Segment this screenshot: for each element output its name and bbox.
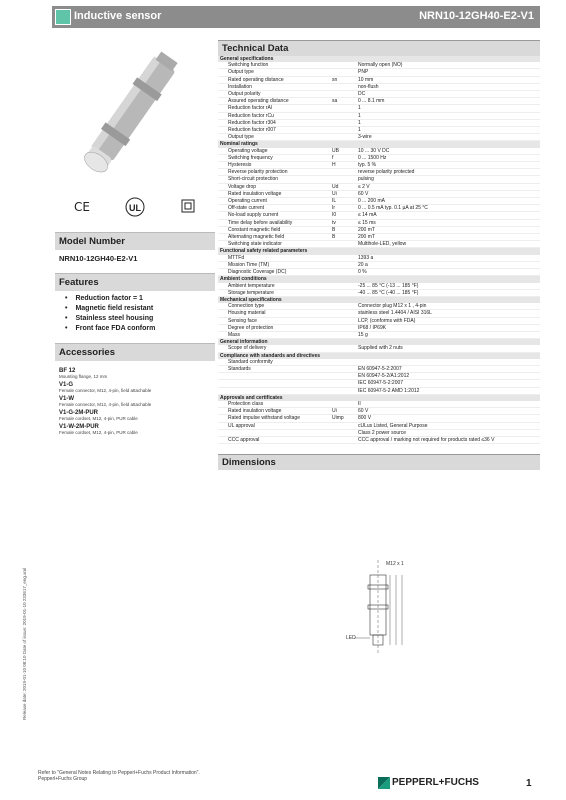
spec-label: Ambient temperature (218, 283, 330, 290)
spec-label: Rated insulation voltage (218, 190, 330, 197)
spec-value: Supplied with 2 nuts (356, 345, 540, 352)
spec-label: Hysteresis (218, 162, 330, 169)
spec-label: Standards (218, 365, 330, 372)
spec-value: 0 ... 200 mA (356, 198, 540, 205)
spec-label: Reduction factor r304 (218, 119, 330, 126)
spec-row (218, 127, 540, 134)
spec-label: Time delay before availability (218, 219, 330, 226)
spec-value: II (356, 401, 540, 408)
spec-row (218, 98, 540, 105)
spec-label: CCC approval (218, 436, 330, 443)
spec-group-heading (218, 352, 540, 359)
spec-symbol (330, 91, 356, 98)
spec-row (218, 241, 540, 248)
spec-value: CCC approval / marking not required for products rated ≤36 V (356, 436, 540, 443)
spec-symbol: Ud (330, 183, 356, 190)
spec-value: 200 mT (356, 226, 540, 233)
spec-label: Switching state indicator (218, 241, 330, 248)
spec-label: Reverse polarity protection (218, 169, 330, 176)
spec-group-title: Ambient conditions (218, 276, 540, 283)
spec-row (218, 162, 540, 169)
spec-symbol (330, 373, 356, 380)
spec-symbol: UB (330, 148, 356, 155)
spec-value: Multihole-LED, yellow (356, 241, 540, 248)
spec-row (218, 148, 540, 155)
release-date-note: Release date: 2019-01-10 08:10 Date of issue: 2019-01-10 233617_eng.xml (22, 567, 27, 720)
thread-label: M12 x 1 (386, 561, 404, 567)
spec-row (218, 359, 540, 366)
feature-item: • Reduction factor = 1 (65, 295, 215, 302)
spec-symbol: sa (330, 98, 356, 105)
spec-value: 1 (356, 105, 540, 112)
spec-label (218, 380, 330, 387)
spec-symbol (330, 429, 356, 436)
spec-group-heading (218, 296, 540, 303)
spec-symbol (330, 112, 356, 119)
ce-mark-icon: CE (74, 200, 90, 214)
spec-row (218, 283, 540, 290)
spec-symbol (330, 365, 356, 372)
spec-value: typ. 5 % (356, 162, 540, 169)
spec-row (218, 401, 540, 408)
spec-row (218, 154, 540, 161)
spec-value: ≤ 15 ms (356, 219, 540, 226)
features-list (55, 291, 215, 343)
spec-value: 60 V (356, 408, 540, 415)
spec-symbol: Uimp (330, 415, 356, 422)
spec-label (218, 387, 330, 394)
spec-label: Connection type (218, 303, 330, 310)
spec-row (218, 69, 540, 76)
spec-value: -25 ... 85 °C (-13 ... 185 °F) (356, 283, 540, 290)
class2-mark-icon (182, 200, 194, 212)
spec-label: Switching function (218, 62, 330, 69)
spec-label: Reduction factor rCu (218, 112, 330, 119)
spec-label: UL approval (218, 422, 330, 429)
spec-symbol (330, 345, 356, 352)
spec-row (218, 373, 540, 380)
spec-value: EN 60947-5-2:2007 (356, 365, 540, 372)
spec-group-heading (218, 394, 540, 401)
spec-symbol: f (330, 154, 356, 161)
footer (38, 770, 200, 782)
spec-label: Scope of delivery (218, 345, 330, 352)
technical-data-heading: Technical Data (218, 40, 540, 56)
spec-row (218, 119, 540, 126)
spec-value: 0 ... 8.1 mm (356, 98, 540, 105)
spec-row (218, 183, 540, 190)
spec-row (218, 226, 540, 233)
spec-value: 0 ... 1500 Hz (356, 154, 540, 161)
spec-label: Standard conformity (218, 359, 330, 366)
spec-value: IEC 60947-5-2 AMD 1:2012 (356, 387, 540, 394)
spec-symbol (330, 324, 356, 331)
spec-row (218, 429, 540, 436)
model-number-value: NRN10-12GH40-E2-V1 (59, 254, 138, 263)
spec-label: Operating current (218, 198, 330, 205)
spec-value (356, 359, 540, 366)
spec-row (218, 261, 540, 268)
spec-value: DC (356, 91, 540, 98)
right-column (218, 40, 540, 470)
spec-row (218, 303, 540, 310)
spec-label: Rated impulse withstand voltage (218, 415, 330, 422)
accessory-name: V1-W-2M-PUR (59, 424, 99, 430)
spec-value: 1 (356, 112, 540, 119)
spec-value: 10 mm (356, 76, 540, 83)
accessory-name: V1-W (59, 396, 74, 402)
model-number-heading: Model Number (55, 232, 215, 250)
accessory-name: V1-G (59, 382, 74, 388)
spec-label: Off-state current (218, 205, 330, 212)
spec-symbol: sn (330, 76, 356, 83)
spec-row (218, 91, 540, 98)
spec-symbol (330, 176, 356, 183)
spec-symbol (330, 303, 356, 310)
spec-group-heading (218, 248, 540, 255)
spec-value: EN 60947-5-2/A1:2012 (356, 373, 540, 380)
spec-value: 60 V (356, 190, 540, 197)
spec-row (218, 345, 540, 352)
spec-value: 200 mT (356, 234, 540, 241)
spec-row (218, 269, 540, 276)
spec-label: Alternating magnetic field (218, 234, 330, 241)
accessory-desc: Mounting flange, 12 mm (59, 374, 108, 379)
spec-row (218, 105, 540, 112)
spec-symbol (330, 269, 356, 276)
spec-label: Voltage drop (218, 183, 330, 190)
spec-row (218, 324, 540, 331)
spec-row (218, 190, 540, 197)
spec-value: LCP, (conforms with FDA) (356, 317, 540, 324)
spec-symbol (330, 359, 356, 366)
accessory-desc: Female connector, M12, 4-pin, field attachable (59, 402, 152, 407)
spec-symbol (330, 380, 356, 387)
spec-symbol: Ir (330, 205, 356, 212)
spec-symbol (330, 255, 356, 262)
spec-row (218, 234, 540, 241)
spec-symbol (330, 317, 356, 324)
spec-symbol (330, 119, 356, 126)
spec-symbol (330, 387, 356, 394)
spec-label: Switching frequency (218, 154, 330, 161)
spec-group-heading (218, 141, 540, 148)
spec-value: cULus Listed, General Purpose (356, 422, 540, 429)
features-heading: Features (55, 273, 215, 291)
feature-item: • Front face FDA conform (65, 325, 215, 332)
spec-symbol (330, 69, 356, 76)
spec-value: 1 (356, 127, 540, 134)
spec-label: Short-circuit protection (218, 176, 330, 183)
spec-row (218, 169, 540, 176)
spec-label: MTTFd (218, 255, 330, 262)
spec-label: Operating voltage (218, 148, 330, 155)
spec-row (218, 76, 540, 83)
spec-label: Diagnostic Coverage (DC) (218, 269, 330, 276)
spec-row (218, 422, 540, 429)
svg-text:UL: UL (129, 203, 141, 213)
spec-group-heading (218, 276, 540, 283)
spec-symbol: Ui (330, 190, 356, 197)
spec-group-heading (218, 339, 540, 346)
spec-value: Class 2 power source (356, 429, 540, 436)
spec-value: 10 ... 30 V DC (356, 148, 540, 155)
footer-group: Pepperl+Fuchs Group (38, 776, 88, 782)
spec-label: Constant magnetic field (218, 226, 330, 233)
spec-value: 20 a (356, 261, 540, 268)
spec-row (218, 176, 540, 183)
spec-symbol (330, 331, 356, 338)
spec-value: 1393 a (356, 255, 540, 262)
spec-value: pulsing (356, 176, 540, 183)
spec-symbol (330, 261, 356, 268)
spec-value: 15 g (356, 331, 540, 338)
spec-row (218, 289, 540, 296)
spec-row (218, 331, 540, 338)
accessory-desc: Female cordset, M12, 4-pin, PUR cable (59, 416, 138, 421)
spec-value: stainless steel 1.4404 / AISI 316L (356, 310, 540, 317)
spec-symbol: B (330, 226, 356, 233)
spec-group-title: General specifications (218, 56, 540, 62)
spec-row (218, 365, 540, 372)
footer-note: Refer to "General Notes Relating to Pepperl+Fuchs Product Information". (38, 770, 200, 776)
spec-row (218, 387, 540, 394)
spec-label: Mass (218, 331, 330, 338)
spec-value: reverse polarity protected (356, 169, 540, 176)
spec-symbol: Ui (330, 408, 356, 415)
spec-row (218, 212, 540, 219)
spec-symbol: tv (330, 219, 356, 226)
spec-value: IP68 / IP69K (356, 324, 540, 331)
spec-value: 3-wire (356, 134, 540, 141)
product-image (60, 40, 210, 180)
spec-row (218, 219, 540, 226)
led-label: LED (346, 635, 356, 641)
spec-value: -40 ... 85 °C (-40 ... 185 °F) (356, 289, 540, 296)
spec-label: Sensing face (218, 317, 330, 324)
dimension-drawing (340, 555, 430, 655)
spec-symbol (330, 83, 356, 90)
spec-value: ≤ 2 V (356, 183, 540, 190)
technical-data-table (218, 56, 540, 444)
left-column (55, 232, 215, 439)
page-number: 1 (526, 778, 532, 789)
spec-row (218, 134, 540, 141)
spec-value: Connector plug M12 x 1 , 4-pin (356, 303, 540, 310)
spec-label (218, 429, 330, 436)
spec-label: Output type (218, 69, 330, 76)
spec-group-title: Compliance with standards and directives (218, 352, 540, 359)
spec-symbol (330, 241, 356, 248)
spec-label: Installation (218, 83, 330, 90)
spec-label: Housing material (218, 310, 330, 317)
spec-symbol (330, 422, 356, 429)
accessory-name: BF 12 (59, 368, 76, 374)
spec-group-title: General information (218, 339, 540, 346)
spec-value: 800 V (356, 415, 540, 422)
spec-label: Output polarity (218, 91, 330, 98)
spec-label: Mission Time (TM) (218, 261, 330, 268)
spec-symbol (330, 169, 356, 176)
header-square-icon (55, 9, 71, 25)
spec-row (218, 415, 540, 422)
spec-symbol (330, 62, 356, 69)
spec-row (218, 317, 540, 324)
spec-label: Rated insulation voltage (218, 408, 330, 415)
spec-label: Protection class (218, 401, 330, 408)
spec-symbol: B (330, 234, 356, 241)
pepperl-fuchs-logo-icon (378, 777, 390, 789)
spec-symbol (330, 289, 356, 296)
header-model: NRN10-12GH40-E2-V1 (419, 10, 534, 22)
spec-row (218, 408, 540, 415)
spec-row (218, 310, 540, 317)
spec-symbol (330, 127, 356, 134)
spec-symbol (330, 310, 356, 317)
spec-value: ≤ 14 mA (356, 212, 540, 219)
spec-label: Reduction factor rAl (218, 105, 330, 112)
spec-value: 1 (356, 119, 540, 126)
accessories-list (55, 361, 215, 439)
spec-row (218, 255, 540, 262)
spec-label: Rated operating distance (218, 76, 330, 83)
spec-row (218, 83, 540, 90)
spec-value: 0 ... 0.5 mA typ. 0.1 µA at 25 °C (356, 205, 540, 212)
spec-value: non-flush (356, 83, 540, 90)
header-title: Inductive sensor (74, 10, 162, 22)
dimensions-heading: Dimensions (218, 454, 540, 470)
spec-label: Degree of protection (218, 324, 330, 331)
spec-row (218, 205, 540, 212)
spec-row (218, 112, 540, 119)
feature-item: • Stainless steel housing (65, 315, 215, 322)
document-header (52, 6, 540, 28)
approval-logos (60, 196, 210, 218)
spec-row (218, 198, 540, 205)
spec-symbol (330, 105, 356, 112)
spec-value: PNP (356, 69, 540, 76)
spec-row (218, 62, 540, 69)
spec-symbol (330, 283, 356, 290)
spec-label: Storage temperature (218, 289, 330, 296)
brand-name: PEPPERL+FUCHS (392, 777, 479, 788)
spec-value: IEC 60947-5-2:2007 (356, 380, 540, 387)
accessories-heading: Accessories (55, 343, 215, 361)
spec-symbol (330, 401, 356, 408)
spec-label: No-load supply current (218, 212, 330, 219)
spec-symbol (330, 436, 356, 443)
spec-symbol: IL (330, 198, 356, 205)
spec-group-title: Functional safety related parameters (218, 248, 540, 255)
spec-label: Output type (218, 134, 330, 141)
accessory-desc: Female cordset, M12, 4-pin, PUR cable (59, 430, 138, 435)
feature-item: • Magnetic field resistant (65, 305, 215, 312)
spec-group-title: Approvals and certificates (218, 394, 540, 401)
spec-label: Assured operating distance (218, 98, 330, 105)
spec-row (218, 436, 540, 443)
spec-value: 0 % (356, 269, 540, 276)
spec-symbol: H (330, 162, 356, 169)
spec-label (218, 373, 330, 380)
spec-label: Reduction factor r007 (218, 127, 330, 134)
spec-group-title: Mechanical specifications (218, 296, 540, 303)
spec-row (218, 380, 540, 387)
spec-symbol (330, 134, 356, 141)
spec-symbol: I0 (330, 212, 356, 219)
accessory-desc: Female connector, M12, 4-pin, field attachable (59, 388, 152, 393)
spec-value: Normally open (NO) (356, 62, 540, 69)
accessory-name: V1-G-2M-PUR (59, 410, 99, 416)
spec-group-title: Nominal ratings (218, 141, 540, 148)
